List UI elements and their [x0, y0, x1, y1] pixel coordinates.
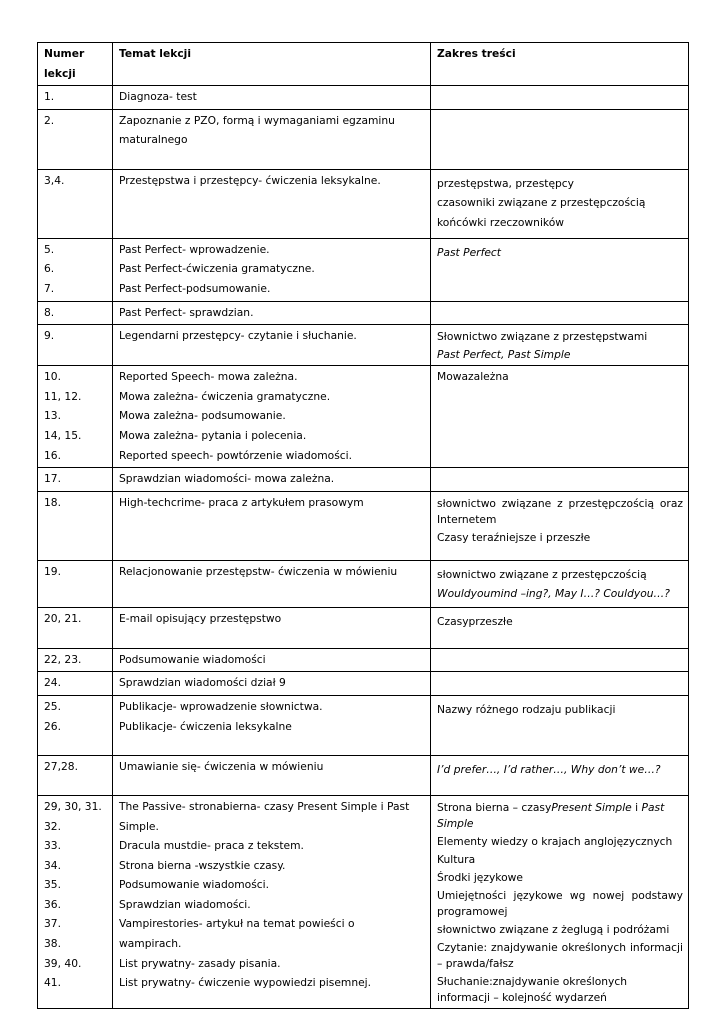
lesson-number: 9.: [38, 325, 113, 366]
content-scope: Past Perfect: [431, 238, 689, 301]
lesson-number: 25. 26.: [38, 695, 113, 755]
lesson-number: 3,4.: [38, 169, 113, 238]
table-row: [38, 607, 689, 648]
table-row: [38, 238, 689, 301]
content-scope: słownictwo związane z przestępczością oraz Internetem Czasy teraźniejsze i przeszłe: [431, 491, 689, 560]
lesson-topic: High-techcrime- praca z artykułem prasowym: [113, 491, 431, 560]
content-scope: Słownictwo związane z przestępstwami Past Perfect, Past Simple: [431, 325, 689, 366]
table-row: [38, 648, 689, 672]
table-header-row: [38, 43, 689, 86]
lesson-number: 27,28.: [38, 755, 113, 795]
content-scope: Czasyprzeszłe: [431, 607, 689, 648]
lesson-number: 1.: [38, 86, 113, 110]
lesson-number: 24.: [38, 672, 113, 696]
lesson-number: 5. 6. 7.: [38, 238, 113, 301]
lesson-topic: Publikacje- wprowadzenie słownictwa. Publikacje- ćwiczenia leksykalne: [113, 695, 431, 755]
lesson-number: 20, 21.: [38, 607, 113, 648]
lesson-topic: Sprawdzian wiadomości- mowa zależna.: [113, 468, 431, 492]
lesson-topic: Sprawdzian wiadomości dział 9: [113, 672, 431, 696]
table-row: [38, 755, 689, 795]
lesson-topic: E-mail opisujący przestępstwo: [113, 607, 431, 648]
content-scope: Nazwy różnego rodzaju publikacji: [431, 695, 689, 755]
lesson-plan-table: [37, 42, 689, 1009]
header-lesson-topic: Temat lekcji: [113, 43, 431, 86]
content-scope: [431, 648, 689, 672]
content-scope: [431, 468, 689, 492]
lesson-topic: Przestępstwa i przestępcy- ćwiczenia leksykalne.: [113, 169, 431, 238]
content-scope: przestępstwa, przestępcy czasowniki związane z przestępczością końcówki rzeczowników: [431, 169, 689, 238]
lesson-topic: Reported Speech- mowa zależna. Mowa zależna- ćwiczenia gramatyczne. Mowa zależna- podsumowanie. Mowa zależna- pytania i polecenia. Reported speech- powtórzenie wiadomości.: [113, 366, 431, 468]
lesson-topic: The Passive- stronabierna- czasy Present Simple i Past Simple. Dracula mustdie- praca z tekstem. Strona bierna -wszystkie czasy. Podsumowanie wiadomości. Sprawdzian wiadomości. Vampirestories- artykuł na temat powieści o wampirach. List prywatny- zasady pisania. List prywatny- ćwiczenie wypowiedzi pisemnej.: [113, 795, 431, 1008]
lesson-number: 2.: [38, 109, 113, 169]
content-scope: [431, 109, 689, 169]
lesson-number: 17.: [38, 468, 113, 492]
table-row: [38, 366, 689, 468]
lesson-number: 29, 30, 31. 32. 33. 34. 35. 36. 37. 38. 39, 40. 41.: [38, 795, 113, 1008]
table-row: [38, 491, 689, 560]
lesson-topic: Past Perfect- sprawdzian.: [113, 301, 431, 325]
content-scope: [431, 672, 689, 696]
lesson-topic: Past Perfect- wprowadzenie. Past Perfect-ćwiczenia gramatyczne. Past Perfect-podsumowanie.: [113, 238, 431, 301]
table-row: [38, 169, 689, 238]
lesson-topic: Legendarni przestępcy- czytanie i słuchanie.: [113, 325, 431, 366]
lesson-topic: Relacjonowanie przestępstw- ćwiczenia w mówieniu: [113, 560, 431, 607]
content-scope: Mowazależna: [431, 366, 689, 468]
table-row: [38, 325, 689, 366]
content-scope: I’d prefer…, I’d rather…, Why don’t we…?: [431, 755, 689, 795]
lesson-number: 19.: [38, 560, 113, 607]
table-row: [38, 795, 689, 1008]
content-scope: słownictwo związane z przestępczością Wouldyoumind –ing?, May I…? Couldyou…?: [431, 560, 689, 607]
content-scope: [431, 301, 689, 325]
table-row: [38, 672, 689, 696]
table-row: [38, 301, 689, 325]
lesson-number: 8.: [38, 301, 113, 325]
lesson-number: 18.: [38, 491, 113, 560]
lesson-topic: Podsumowanie wiadomości: [113, 648, 431, 672]
table-row: [38, 695, 689, 755]
content-scope: [431, 86, 689, 110]
table-row: [38, 109, 689, 169]
table-row: [38, 468, 689, 492]
passive-voice-scope: Strona bierna – czasyPresent Simple i Past Simple: [437, 800, 665, 830]
lesson-number: 10. 11, 12. 13. 14, 15. 16.: [38, 366, 113, 468]
lesson-topic: Diagnoza- test: [113, 86, 431, 110]
lesson-topic: Umawianie się- ćwiczenia w mówieniu: [113, 755, 431, 795]
lesson-topic: Zapoznanie z PZO, formą i wymaganiami egzaminu maturalnego: [113, 109, 431, 169]
header-content-scope: Zakres treści: [431, 43, 689, 86]
table-row: [38, 560, 689, 607]
content-scope: Strona bierna – czasyPresent Simple i Past Simple Elementy wiedzy o krajach anglojęzycznych Kultura Środki językowe Umiejętności językowe wg nowej podstawy programowej słownictwo związane z żeglugą i podróżami Czytanie: znajdywanie określonych informacji – prawda/fałsz Słuchanie:znajdywanie określonych informacji – kolejność wydarzeń: [431, 795, 689, 1008]
table-row: [38, 86, 689, 110]
lesson-number: 22, 23.: [38, 648, 113, 672]
header-lesson-number: Numer lekcji: [38, 43, 113, 86]
